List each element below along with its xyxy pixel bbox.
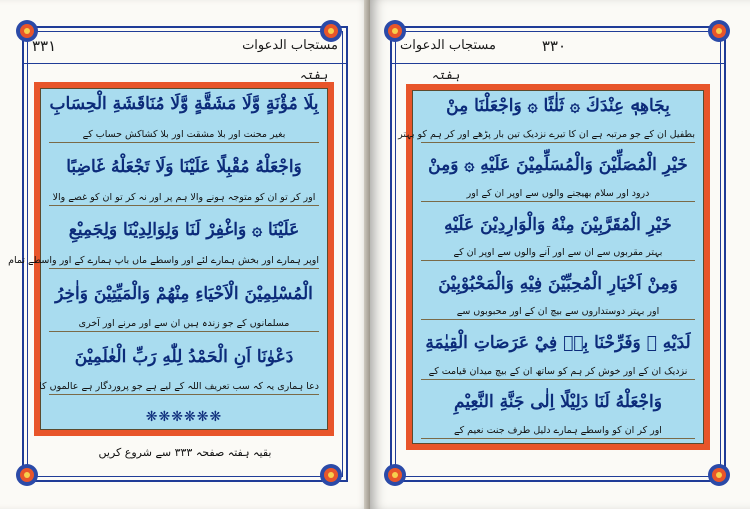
- arabic-line: خَيْرِ الْمُقَرَّبِيْنَ مِنْهُ وَالْوَارِدِيْنَ عَلَيْهِ: [444, 214, 672, 235]
- day-label: ہفتہ: [432, 68, 461, 82]
- floral-corner-icon: [318, 462, 344, 488]
- running-title: مستجاب الدعوات: [242, 38, 338, 53]
- translation-line: اور کر ان کو واسطے ہمارے دلیل طرف جنت نعیم کے: [421, 425, 695, 439]
- running-title: مستجاب الدعوات: [400, 38, 496, 53]
- page-number: ۳۳۰: [541, 36, 566, 55]
- arabic-line: وَمِنْ اَخْيَارِ الْمُحِبِّيْنَ فِيْهِ وَالْمَحْبُوْبِيْنَ: [438, 273, 678, 294]
- day-label: ہفتہ: [300, 68, 329, 82]
- star-ornament-icon: ❋❋❋❋❋❋: [145, 408, 223, 425]
- translation-line: اور بہتر دوستداروں سے بیچ ان کے اور محبوبوں سے: [421, 306, 695, 320]
- translation-line: بطفیل ان کے جو مرتبہ ہے ان کا تیرے نزدیک تین بار پڑھے اور کر ہم کو بہتر: [421, 129, 695, 143]
- continue-note: بقیہ ہفتہ صفحہ ۳۳۳ سے شروع کریں: [98, 446, 272, 459]
- translation-line: مسلمانوں کے جو زندہ ہیں ان سے اور مرنے اور آخری: [49, 318, 319, 332]
- arabic-line: لَدَيْهِ ۞ وَفَرِّحْنَا بِهٖ فِيْ عَرَصَاتِ الْقِيٰمَةِ: [425, 333, 691, 353]
- page-number: ۳۳۱: [32, 36, 57, 55]
- arabic-line: بِجَاهِهٖ عِنْدَكَ ۞ ثَلٰثًا ۞ وَاجْعَلْنَا مِنْ: [446, 96, 670, 116]
- arabic-line: دَعْوٰنَا اَنِ الْحَمْدُ لِلّٰهِ رَبِّ الْعٰلَمِيْنَ: [74, 346, 294, 367]
- translation-line: اور کر تو ان کو متوجہ ہونے والا ہم پر اور نہ کر تو ان کو غصے والا: [49, 192, 319, 206]
- arabic-line: الْمُسْلِمِيْنَ الْاَحْيَاءِ مِنْهُمْ وَالْمَيِّتِيْنَ وَاٰخِرُ: [55, 283, 313, 304]
- arabic-line: بِلَا مُؤْنَةٍ وَّلَا مَشَقَّةٍ وَّلَا مُنَاقَشَةِ الْحِسَابِ: [49, 94, 319, 114]
- translation-line: اوپر ہمارے اور بخش ہمارے لئے اور واسطے ماں باپ ہمارے کے اور واسطے تمام: [49, 255, 319, 269]
- floral-corner-icon: [706, 462, 732, 488]
- arabic-line: وَاجْعَلْهُ مُقْبِلًا عَلَيْنَا وَلَا تَجْعَلْهُ غَاضِبًا: [66, 157, 302, 178]
- right-text-panel: [398, 84, 710, 450]
- translation-line: درود اور سلام بھیجنے والوں سے اوپر ان کے اور: [421, 188, 695, 202]
- translation-line: دعا ہماری یہ کہ سب تعریف اللہ کے لیے ہے جو پروردگار ہے عالموں کا: [49, 381, 319, 395]
- arabic-line: خَيْرِ الْمُصَلِّيْنَ وَالْمُسَلِّمِيْنَ عَلَيْهِ ۞ وَمِنْ: [428, 155, 688, 176]
- translation-line: نزدیک ان کے اور خوش کر ہم کو ساتھ ان کے بیچ میدان قیامت کے: [421, 366, 695, 380]
- floral-corner-icon: [382, 462, 408, 488]
- arabic-line: وَاجْعَلْهُ لَنَا دَلِيْلًا اِلٰى جَنَّةِ النَّعِيْمِ: [454, 392, 662, 413]
- floral-corner-icon: [14, 462, 40, 488]
- arabic-line: عَلَيْنَا ۞ وَاغْفِرْ لَنَا وَلِوَالِدِيْنَا وَلِجَمِيْعِ: [68, 220, 300, 241]
- right-page-header: [392, 28, 724, 64]
- left-page: [0, 0, 370, 509]
- right-page: [370, 0, 750, 509]
- translation-line: بہتر مقربوں سے ان سے اور آنے والوں سے اوپر ان کے: [421, 247, 695, 261]
- left-text-panel: [8, 82, 334, 436]
- left-page-header: [24, 28, 346, 64]
- translation-line: بغیر محنت اور بلا مشقت اور بلا کشاکش حساب کے: [49, 129, 319, 143]
